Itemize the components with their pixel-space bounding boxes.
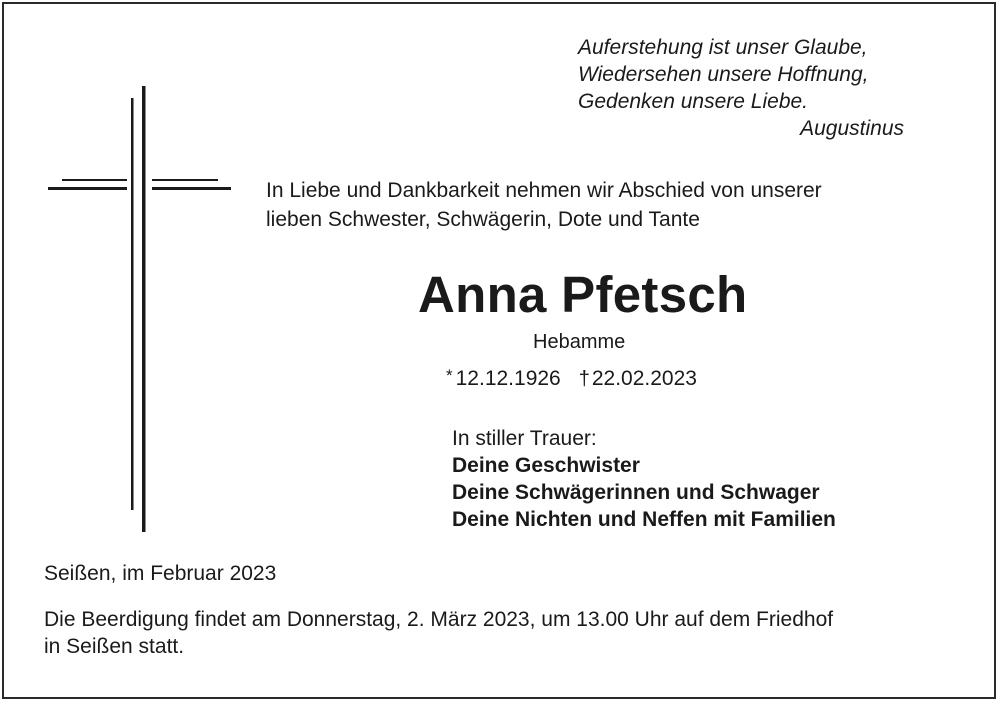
intro-line-2: lieben Schwester, Schwägerin, Dote und Tante xyxy=(266,208,700,231)
mourners-block xyxy=(452,425,836,533)
quote-author: Augustinus xyxy=(800,117,904,140)
quote-line-3: Gedenken unsere Liebe. xyxy=(578,90,809,113)
death-date: 22.02.2023 xyxy=(591,367,697,390)
funeral-line-1: Die Beerdigung findet am Donnerstag, 2. März 2023, um 13.00 Uhr auf dem Friedhof xyxy=(44,608,834,631)
quote-line-1: Auferstehung ist unser Glaube, xyxy=(578,36,868,59)
birth-star-icon: * xyxy=(446,366,453,385)
place-date: Seißen, im Februar 2023 xyxy=(44,562,277,585)
life-dates xyxy=(446,362,697,393)
intro-line-1: In Liebe und Dankbarkeit nehmen wir Abschied von unserer xyxy=(266,179,822,202)
deceased-profession: Hebamme xyxy=(533,331,626,353)
funeral-info xyxy=(44,606,964,660)
death-dagger-icon: † xyxy=(578,368,590,390)
funeral-line-2: in Seißen statt. xyxy=(44,635,185,658)
quote-block xyxy=(578,34,908,142)
quote-line-2: Wiedersehen unsere Hoffnung, xyxy=(578,63,869,86)
birth-date: 12.12.1926 xyxy=(455,367,561,390)
mourners-heading: In stiller Trauer: xyxy=(452,427,597,450)
intro-text xyxy=(266,176,822,234)
mourners-line-2: Deine Schwägerinnen und Schwager xyxy=(452,481,820,504)
deceased-name: Anna Pfetsch xyxy=(418,266,748,323)
mourners-line-3: Deine Nichten und Neffen mit Familien xyxy=(452,508,836,531)
cross-icon xyxy=(44,84,236,536)
mourners-line-1: Deine Geschwister xyxy=(452,454,640,477)
